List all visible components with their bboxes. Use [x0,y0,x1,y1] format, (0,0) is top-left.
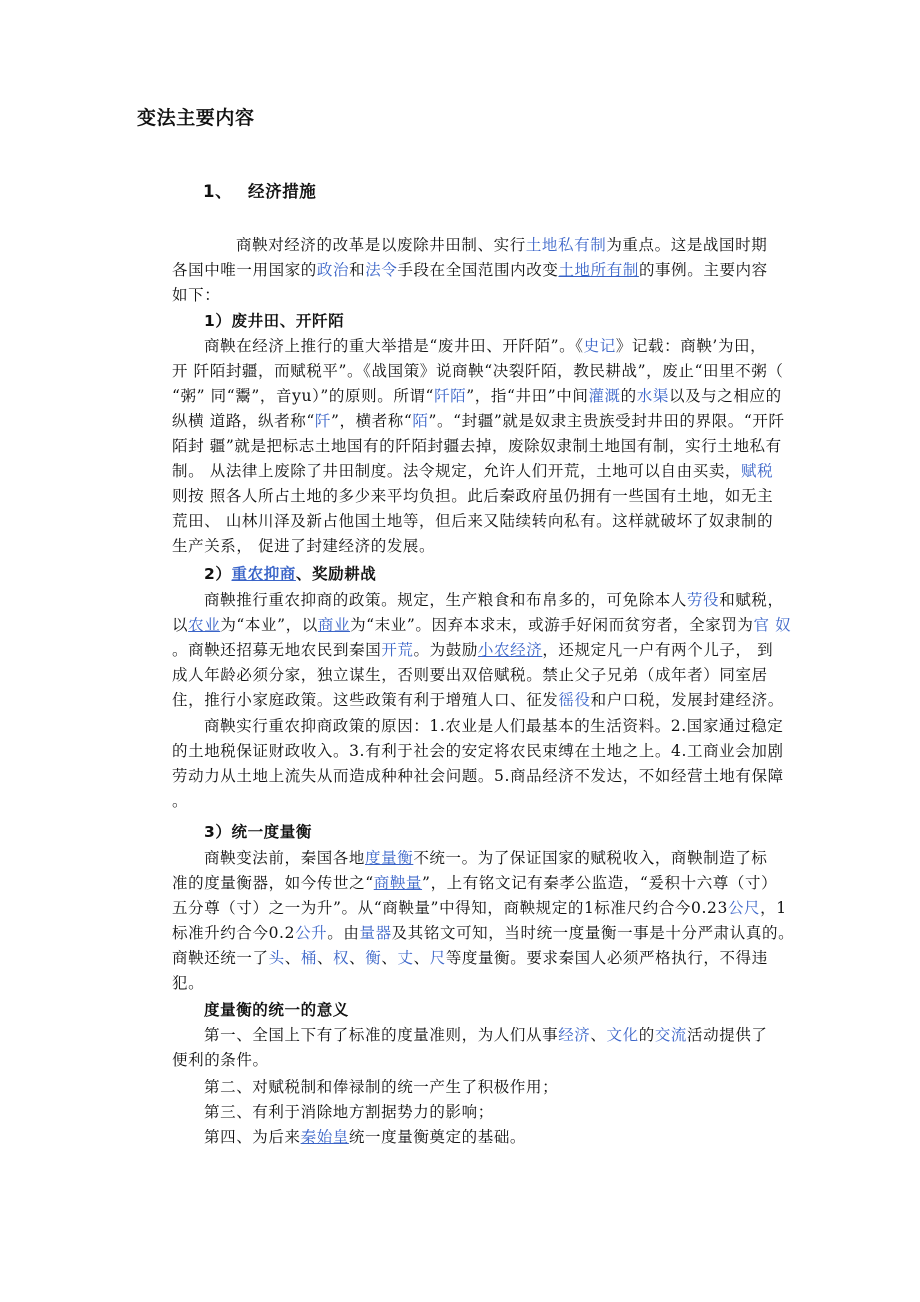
subheading-measures: 3）统一度量衡 [204,823,312,841]
text-run: 的 [620,387,637,405]
hyperlink[interactable]: 文化 [606,1026,639,1044]
hyperlink[interactable]: 水渠 [636,387,669,405]
reasons-line: 。 [172,792,189,810]
hyperlink[interactable]: 政治 [316,261,350,279]
text-run: 犯。 [172,974,205,992]
hyperlink[interactable]: 丈 [397,949,414,967]
paragraph-line [172,665,768,685]
text-run: ”，指“井田”中间 [466,387,589,405]
meaning-line [204,1077,558,1097]
text-run: 第三、有利于消除地方割据势力的影响； [204,1103,494,1121]
text-run: 开 阡陌封疆，而赋税平”。《战国策》说商鞅“决裂阡陌，教民耕战”，废止“田里不粥（ [172,362,784,380]
text-run: 便利的条件。 [172,1051,269,1069]
text-run: 、奖励耕战 [295,565,377,583]
text-run: 各国中唯一用国家的 [172,261,317,279]
text-run: 统一度量衡奠定的基础。 [348,1128,527,1146]
paragraph-line [172,640,773,660]
paragraph-line [172,461,773,481]
paragraph-line [172,411,785,431]
hyperlink[interactable]: 开荒 [381,641,414,659]
hyperlink[interactable]: 度量衡 [365,849,414,867]
paragraph-line [172,436,782,456]
text-run: “粥” 同“鬻”，音yu）”的原则。所谓“ [172,387,435,405]
intro-line [172,260,768,280]
text-run: 住，推行小家庭政策。这些政策有利于增殖人口、征发 [172,691,559,709]
text-run: ”，上有铭文记有秦孝公监造，“爰积十六尊（寸） [422,874,778,892]
text-run: 荒田、 山林川泽及新占他国土地等，但后来又陆续转向私有。这样就破坏了奴隶制的 [172,512,774,530]
text-run: 第一、全国上下有了标准的度量准则，为人们从事 [204,1026,559,1044]
hyperlink[interactable]: 官 奴 [753,616,792,634]
hyperlink[interactable]: 法令 [365,261,398,279]
hyperlink[interactable]: 阡陌 [434,387,467,405]
text-run: ，1 [760,899,787,917]
text-run: 等度量衡。要求秦国人必须严格执行，不得违 [445,949,768,967]
hyperlink[interactable]: 商鞅量 [373,874,423,892]
text-run: 及其铭文可知，当时统一度量衡一事是十分严肃认真的。 [391,924,795,942]
text-run: 的事例。主要内容 [638,261,768,279]
hyperlink[interactable]: 公尺 [727,899,761,917]
paragraph-line [204,336,766,356]
text-run: 五分尊（寸）之一为升”。从“商鞅量”中得知，商鞅规定的1标准尺约合今0.23 [172,899,728,917]
text-run: ，还规定凡一户有两个儿子， 到 [542,641,774,659]
text-run: 手段在全国范围内改变 [397,261,559,279]
section-heading: 经济措施 [248,182,317,201]
hyperlink[interactable]: 权 [333,949,350,967]
text-run: 、 [316,949,334,967]
hyperlink[interactable]: 公升 [295,924,328,942]
paragraph-line [172,536,435,556]
paragraph-line [172,511,773,531]
hyperlink[interactable]: 史记 [583,337,616,355]
text-run: 和户口税，发展封建经济。 [590,691,784,709]
paragraph-line [204,848,768,868]
text-run: 、 [284,949,301,967]
hyperlink[interactable]: 赋税 [741,462,774,480]
page-title: 变法主要内容 [137,107,255,129]
text-run: 2） [204,565,232,583]
meaning-line [204,1127,526,1147]
reasons-line: 的土地税保证财政收入。3.有利于社会的安定将农民束缚在土地之上。4.工商业会加剧 [172,742,784,760]
hyperlink[interactable]: 经济 [558,1026,591,1044]
text-run: 制。 从法律上废除了井田制度。法令规定，允许人们开荒，土地可以自由买卖， [172,462,742,480]
text-run: 商鞅推行重农抑商的政策。规定，生产粮食和布帛多的，可免除本人 [204,591,688,609]
hyperlink[interactable]: 重农抑商 [231,565,296,583]
text-run: 生产关系， 促进了封建经济的发展。 [172,537,436,555]
text-run: 第二、对赋税制和俸禄制的统一产生了积极作用； [204,1078,559,1096]
hyperlink[interactable]: 小农经济 [477,641,543,659]
reasons-line: 商鞅实行重农抑商政策的原因：1.农业是人们最基本的生活资料。2.国家通过稳定 [204,717,784,735]
hyperlink[interactable]: 秦始皇 [300,1128,349,1146]
text-run: 陌封 疆”就是把标志土地国有的阡陌封疆去掉，废除奴隶制土地国有制，实行土地私有 [172,437,782,455]
paragraph-line [172,386,782,406]
text-run: 》记载：商鞅’为田， [615,337,767,355]
text-run: 活动提供了 [687,1026,768,1044]
text-run: 第四、为后来 [204,1128,301,1146]
text-run: 如下： [172,286,221,304]
hyperlink[interactable]: 土地所有制 [558,261,639,279]
paragraph-line [172,873,777,893]
text-run: 。为鼓励 [413,641,478,659]
hyperlink[interactable]: 商业 [317,616,351,634]
paragraph-line [172,486,773,506]
hyperlink[interactable]: 交流 [654,1026,688,1044]
hyperlink[interactable]: 徭役 [558,691,591,709]
hyperlink[interactable]: 尺 [429,949,446,967]
meaning-line [204,1025,768,1045]
reasons-line: 劳动力从土地上流失从而造成种种社会问题。5.商品经济不发达，不如经营土地有保障 [172,767,784,785]
text-run: 。商鞅还招募无地农民到秦国 [172,641,382,659]
subheading-meaning: 度量衡的统一的意义 [204,1001,349,1019]
text-run: 。由 [327,924,360,942]
text-run: 、 [413,949,430,967]
text-run: 和赋税， [719,591,784,609]
text-run: 以及与之相应的 [668,387,782,405]
text-run: 准的度量衡器，如今传世之“ [172,874,374,892]
subheading-agriculture [204,564,376,584]
text-run: 商鞅还统一了 [172,949,269,967]
hyperlink[interactable]: 头 [268,949,285,967]
hyperlink[interactable]: 衡 [365,949,382,967]
text-run: 成人年龄必须分家，独立谋生，否则要出双倍赋税。禁止父子兄弟（成年者）同室居 [172,666,768,684]
text-run: 以 [172,616,189,634]
text-run: 为重点。这是战国时期 [606,236,768,254]
paragraph-line [172,948,768,968]
section-number: 1、 [203,182,233,201]
text-run: ”。“封疆”就是奴隶主贵族受封井田的界限。“开阡 [428,412,785,430]
hyperlink[interactable]: 劳役 [687,591,720,609]
hyperlink[interactable]: 土地私有制 [525,236,607,254]
text-run: 和 [349,261,366,279]
text-run: 不统一。为了保证国家的赋税收入，商鞅制造了标 [413,849,768,867]
text-run: 、 [381,949,398,967]
text-run: 的 [638,1026,655,1044]
paragraph-line [172,690,784,710]
text-run: 、 [349,949,366,967]
text-run: 商鞅对经济的改革是以废除井田制、实行 [236,236,526,254]
text-run: 纵横 道路，纵者称“ [172,412,315,430]
subheading-abolish-fields: 1）废井田、开阡陌 [204,312,345,330]
meaning-line [204,1102,494,1122]
text-run: 、 [590,1026,607,1044]
intro-line [236,235,767,255]
hyperlink[interactable]: 农业 [188,616,221,634]
hyperlink[interactable]: 桶 [300,949,317,967]
text-run: 则按 照各人所占土地的多少来平均负担。此后秦政府虽仍拥有一些国有土地，如无主 [172,487,774,505]
text-run: 标准升约合今0.2 [172,924,296,942]
paragraph-line [172,923,794,943]
paragraph-line [172,973,204,993]
hyperlink[interactable]: 量器 [359,924,392,942]
text-run: ”，横者称“ [330,412,413,430]
hyperlink[interactable]: 陌 [412,412,429,430]
intro-line [172,285,220,305]
text-run: 商鞅变法前，秦国各地 [204,849,366,867]
paragraph-line [172,361,783,381]
text-run: 商鞅在经济上推行的重大举措是“废井田、开阡陌”。《 [204,337,584,355]
paragraph-line [172,615,791,635]
hyperlink[interactable]: 灌溉 [588,387,621,405]
text-run: 为“末业”。因弃本求末，或游手好闲而贫穷者，全家罚为 [350,616,754,634]
paragraph-line [172,898,787,918]
meaning-line [172,1050,269,1070]
text-run: 为“本业”，以 [220,616,318,634]
paragraph-line [204,590,784,610]
hyperlink[interactable]: 阡 [314,412,331,430]
